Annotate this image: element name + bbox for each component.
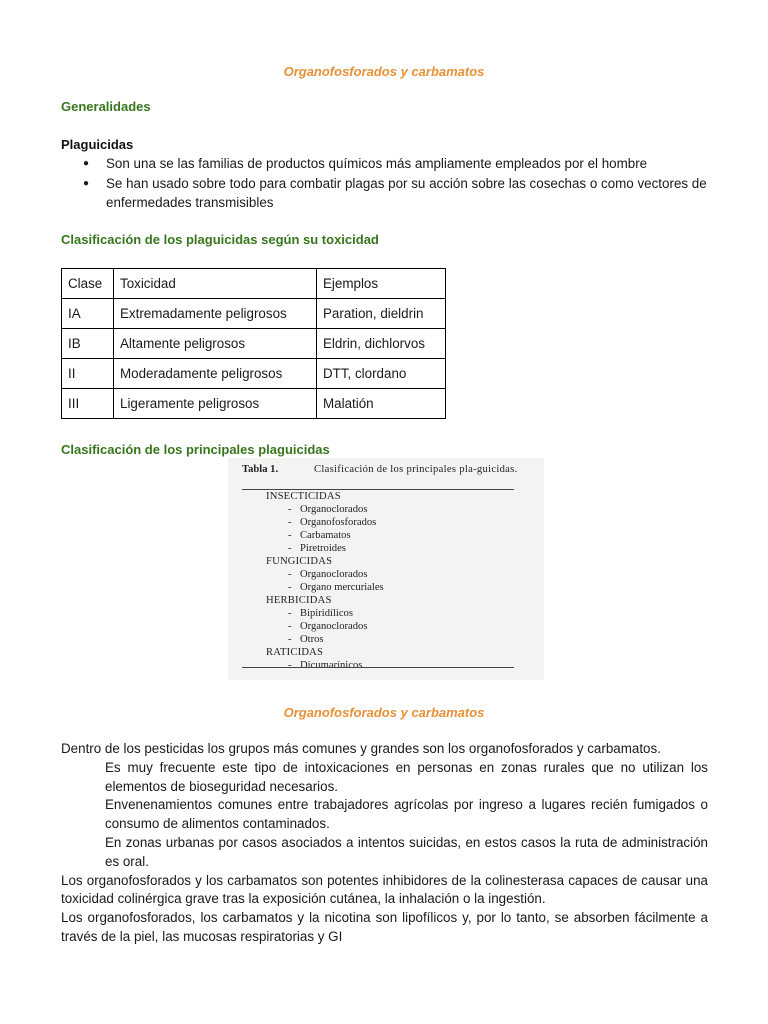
- bullet-item: ● Se han usado sobre todo para combatir plagas por su acción sobre las cosechas o como vectores de enfermedades transmisibles: [61, 174, 721, 213]
- scan-item: - Bipiridílicos: [266, 607, 384, 620]
- scan-item: - Otros: [266, 633, 384, 646]
- scan-item: - Carbamatos: [266, 529, 384, 542]
- bullet-item: ● Son una se las familias de productos químicos más ampliamente empleados por el hombre: [61, 154, 721, 174]
- scan-item: - Organoclorados: [266, 620, 384, 633]
- table-cell: Ligeramente peligrosos: [114, 389, 317, 419]
- scan-item: - Piretroides: [266, 542, 384, 555]
- table-row: [62, 329, 446, 359]
- table-header-cell: Toxicidad: [114, 269, 317, 299]
- table-row: [62, 359, 446, 389]
- scan-table-label: Tabla 1.: [242, 464, 279, 475]
- table-header-cell: Clase: [62, 269, 114, 299]
- table-row: [62, 299, 446, 329]
- scan-caption-text: Clasificación de los principales pla-guicidas.: [314, 464, 518, 475]
- scan-caption: [242, 464, 532, 475]
- table-header-cell: Ejemplos: [317, 269, 446, 299]
- scanned-classification-table: [228, 458, 544, 680]
- table-cell: Eldrin, dichlorvos: [317, 329, 446, 359]
- table-header-row: [62, 269, 446, 299]
- table-cell: Malatión: [317, 389, 446, 419]
- table-cell: II: [62, 359, 114, 389]
- scan-category: RATICIDAS: [266, 647, 324, 658]
- paragraph-indented: Es muy frecuente este tipo de intoxicaciones en personas en zonas rurales que no utilizan los elementos de bioseguridad necesarios.: [105, 759, 708, 794]
- table-cell: DTT, clordano: [317, 359, 446, 389]
- toxicity-heading: Clasificación de los plaguicidas según su toxicidad: [61, 232, 379, 247]
- plaguicidas-bullet-list: [61, 154, 721, 213]
- principal-plaguicidas-heading: Clasificación de los principales plaguicidas: [61, 442, 330, 457]
- table-row: [62, 389, 446, 419]
- scan-category: INSECTICIDAS: [266, 491, 341, 502]
- paragraph: Dentro de los pesticidas los grupos más comunes y grandes son los organofosforados y carbamatos.: [61, 741, 661, 756]
- table-cell: IB: [62, 329, 114, 359]
- paragraph-indented: Envenenamientos comunes entre trabajadores agrícolas por ingreso a lugares recién fumigados o consumo de alimentos contaminados.: [105, 797, 708, 832]
- scan-item: - Organofosforados: [266, 516, 384, 529]
- table-cell: Altamente peligrosos: [114, 329, 317, 359]
- table-cell: Moderadamente peligrosos: [114, 359, 317, 389]
- scan-bottom-rule: [242, 667, 514, 668]
- table-cell: III: [62, 389, 114, 419]
- scan-item: - Dicumarínicos: [266, 659, 384, 672]
- scan-list: [266, 490, 384, 672]
- paragraph: Los organofosforados, los carbamatos y la nicotina son lipofílicos y, por lo tanto, se absorben fácilmente a través de la piel, las mucosas respiratorias y GI: [61, 910, 708, 944]
- paragraph: Los organofosforados y los carbamatos son potentes inhibidores de la colinesterasa capaces de causar una toxicidad colinérgica grave tras la exposición cutánea, la inhalación o la ingestión.: [61, 872, 708, 907]
- toxicity-table: [61, 268, 446, 419]
- scan-category: HERBICIDAS: [266, 595, 332, 606]
- table-cell: IA: [62, 299, 114, 329]
- table-cell: Paration, dieldrin: [317, 299, 446, 329]
- table-cell: Extremadamente peligrosos: [114, 299, 317, 329]
- scan-category: FUNGICIDAS: [266, 556, 333, 567]
- generalidades-heading: Generalidades: [61, 99, 151, 114]
- scan-item: - Organoclorados: [266, 568, 384, 581]
- plaguicidas-heading: Plaguicidas: [61, 137, 134, 152]
- paragraph-indented: En zonas urbanas por casos asociados a intentos suicidas, en estos casos la ruta de administración es oral.: [105, 834, 708, 869]
- body-text: [61, 740, 708, 947]
- document-title: Organofosforados y carbamatos: [283, 64, 485, 79]
- scan-item: - Organoclorados: [266, 503, 384, 516]
- section-title: Organofosforados y carbamatos: [283, 705, 485, 720]
- scan-item: - Organo mercuriales: [266, 581, 384, 594]
